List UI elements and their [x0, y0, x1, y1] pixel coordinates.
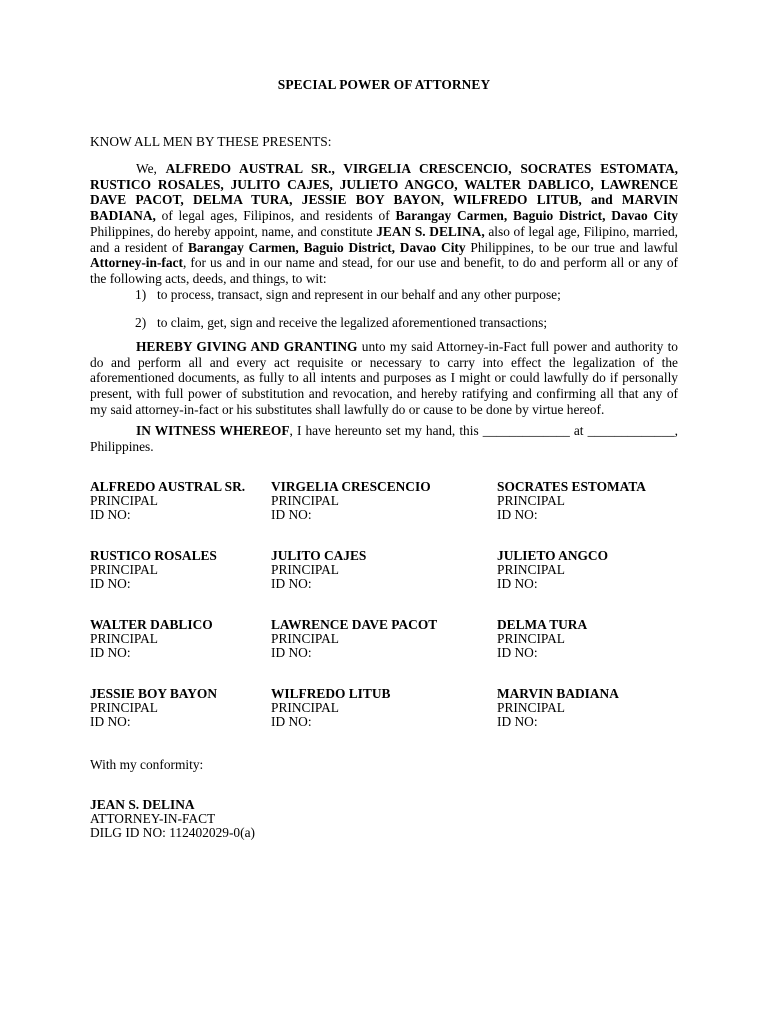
signatory-name: LAWRENCE DAVE PACOT [271, 617, 438, 632]
signatory-role: PRINCIPAL [497, 700, 565, 715]
signatory-name: SOCRATES ESTOMATA [497, 479, 646, 494]
signatory-id: ID NO: [497, 576, 538, 591]
attorney-in-fact-term: Attorney-in-fact [90, 255, 183, 271]
signatory-role: PRINCIPAL [497, 631, 565, 646]
signatory-role: PRINCIPAL [271, 562, 339, 577]
signatory-id: ID NO: [90, 507, 131, 522]
appointment-paragraph [90, 161, 678, 287]
list-item-number: 1) [135, 287, 147, 302]
signature-block [90, 618, 213, 660]
p1-text-4: Philippines, to be our true and lawful [465, 239, 678, 255]
signature-block [497, 618, 587, 660]
signatory-name: MARVIN BADIANA [497, 686, 619, 701]
signature-block [271, 687, 390, 729]
document-title: SPECIAL POWER OF ATTORNEY [277, 77, 491, 92]
list-item-text: to claim, get, sign and receive the legalized aforementioned transactions; [157, 315, 548, 330]
signature-block [497, 687, 619, 729]
agent-name: JEAN S. DELINA, [376, 223, 485, 239]
signature-block [497, 480, 646, 522]
signatory-id: ID NO: [271, 507, 312, 522]
signature-block [90, 687, 217, 729]
signatory-name: ALFREDO AUSTRAL SR. [90, 479, 246, 494]
signature-block [271, 549, 366, 591]
signatory-role: PRINCIPAL [271, 631, 339, 646]
signatory-id: ID NO: [90, 714, 131, 729]
list-item-number: 2) [135, 315, 147, 330]
attorney-in-fact-block [90, 798, 255, 840]
granting-text: unto my said Attorney-in-Fact full power and authority to do and perform all and every act requisite or necessary to carry into effect the legalization of the aforementioned documents, as fully to all intents and purposes as I might or could lawfully do if personally present, with full power of substitution and revocation, and hereby ratifying and confirming all that any of my said attorney-in-fact or his substitutes shall lawfully do or cause to be done by virtue hereof. [90, 339, 678, 417]
agent-address: Barangay Carmen, Baguio District, Davao City [187, 239, 466, 255]
signature-block [90, 549, 217, 591]
signatory-role: PRINCIPAL [497, 493, 565, 508]
signatory-id: ID NO: [497, 507, 538, 522]
p1-we: We, [136, 161, 166, 176]
signatory-role: PRINCIPAL [90, 631, 158, 646]
conformity-label: With my conformity: [90, 757, 204, 772]
signature-block [271, 480, 431, 522]
granting-paragraph [90, 339, 678, 418]
signatory-name: WALTER DABLICO [90, 617, 213, 632]
witness-paragraph [90, 423, 678, 454]
signatory-id: ID NO: [90, 645, 131, 660]
list-item [135, 315, 547, 331]
signatory-name: RUSTICO ROSALES [90, 548, 217, 563]
witness-lead: IN WITNESS WHEREOF [136, 423, 290, 438]
p1-text-3: also of legal age, Filipino, married, and a resident of [90, 223, 678, 255]
list-item-text: to process, transact, sign and represent in our behalf and any other purpose; [157, 287, 561, 302]
salutation: KNOW ALL MEN BY THESE PRESENTS: [90, 134, 332, 149]
signatory-id: ID NO: [271, 714, 312, 729]
signatory-role: PRINCIPAL [90, 493, 158, 508]
signatory-role: PRINCIPAL [271, 700, 339, 715]
signature-block [90, 480, 245, 522]
granting-lead: HEREBY GIVING AND GRANTING [136, 339, 358, 354]
signatory-name: VIRGELIA CRESCENCIO [271, 479, 431, 494]
p1-text-5: , for us and in our name and stead, for our use and benefit, to do and perform all or any of the following acts, deeds, and things, to wit: [90, 255, 678, 286]
signatory-role: PRINCIPAL [271, 493, 339, 508]
signatory-name: JESSIE BOY BAYON [90, 686, 218, 701]
witness-text: , I have hereunto set my hand, this _____________ at _____________, Philippines. [90, 423, 678, 454]
signatory-name: JULIETO ANGCO [497, 548, 608, 563]
signatory-id: ID NO: [497, 714, 538, 729]
attorney-name: JEAN S. DELINA [90, 797, 195, 812]
p1-text-2: Philippines, do hereby appoint, name, and constitute [90, 223, 377, 239]
signatory-id: ID NO: [271, 576, 312, 591]
signature-block [497, 549, 608, 591]
signatory-name: JULITO CAJES [271, 548, 367, 563]
list-item [135, 287, 561, 303]
signatory-name: DELMA TURA [497, 617, 588, 632]
attorney-id: DILG ID NO: 112402029-0(a) [90, 825, 255, 840]
p1-text-1: of legal ages, Filipinos, and residents of [155, 208, 396, 224]
signatory-role: PRINCIPAL [90, 700, 158, 715]
signatory-id: ID NO: [90, 576, 131, 591]
signatory-role: PRINCIPAL [90, 562, 158, 577]
signatory-id: ID NO: [497, 645, 538, 660]
attorney-role: ATTORNEY-IN-FACT [90, 811, 216, 826]
principal-names: ALFREDO AUSTRAL SR., VIRGELIA CRESCENCIO, SOCRATES ESTOMATA, RUSTICO ROSALES, JULITO CAJES, JULIETO ANGCO, WALTER DABLICO, LAWRENCE DAVE PACOT, DELMA TURA, JESSIE BOY BAYON, WILFREDO LITUB, and MARVIN BADIANA, [90, 161, 678, 224]
signatory-name: WILFREDO LITUB [271, 686, 391, 701]
signature-block [271, 618, 437, 660]
signatory-id: ID NO: [271, 645, 312, 660]
signatory-role: PRINCIPAL [497, 562, 565, 577]
principals-address: Barangay Carmen, Baguio District, Davao City [395, 208, 678, 224]
